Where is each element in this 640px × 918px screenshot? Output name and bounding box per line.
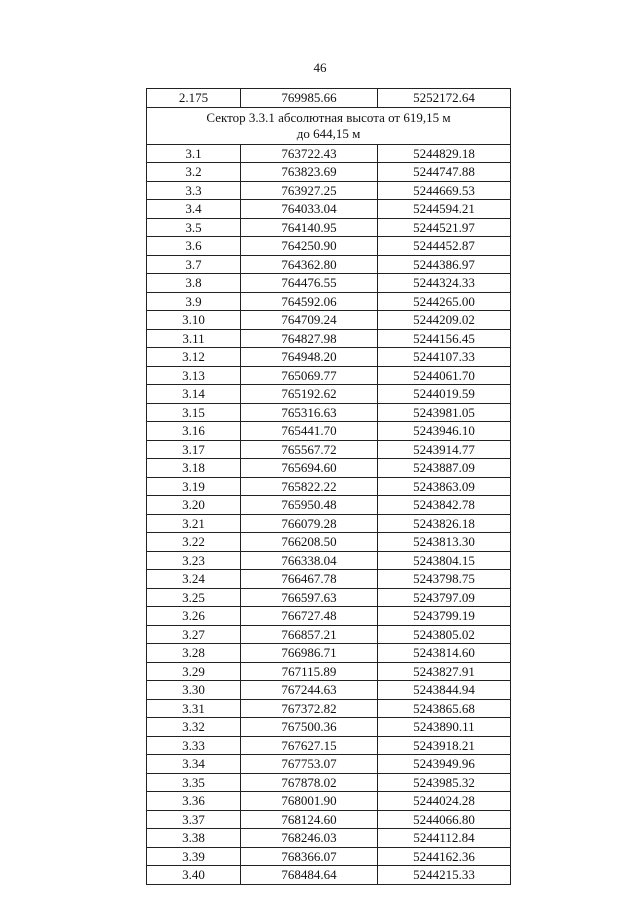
x-coordinate-cell: 767753.07 xyxy=(241,755,378,774)
table-row xyxy=(147,292,511,311)
table-row xyxy=(147,459,511,478)
point-number-cell: 3.17 xyxy=(147,440,241,459)
x-coordinate-cell: 764709.24 xyxy=(241,311,378,330)
point-number-cell: 3.12 xyxy=(147,348,241,367)
table-row xyxy=(147,477,511,496)
y-coordinate-cell: 5244061.70 xyxy=(378,366,511,385)
x-coordinate-cell: 765192.62 xyxy=(241,385,378,404)
table-row xyxy=(147,551,511,570)
table-row xyxy=(147,773,511,792)
point-number-cell: 3.28 xyxy=(147,644,241,663)
point-number-cell: 3.16 xyxy=(147,422,241,441)
y-coordinate-cell: 5244747.88 xyxy=(378,163,511,182)
x-coordinate-cell: 766857.21 xyxy=(241,625,378,644)
y-coordinate-cell: 5244162.36 xyxy=(378,847,511,866)
x-coordinate-cell: 766467.78 xyxy=(241,570,378,589)
point-number-cell: 3.8 xyxy=(147,274,241,293)
point-number-cell: 3.13 xyxy=(147,366,241,385)
table-row xyxy=(147,496,511,515)
point-number-cell: 3.2 xyxy=(147,163,241,182)
y-coordinate-cell: 5244324.33 xyxy=(378,274,511,293)
table-row xyxy=(147,625,511,644)
x-coordinate-cell: 765694.60 xyxy=(241,459,378,478)
y-coordinate-cell: 5244019.59 xyxy=(378,385,511,404)
x-coordinate-cell: 766079.28 xyxy=(241,514,378,533)
y-coordinate-cell: 5243946.10 xyxy=(378,422,511,441)
table-row xyxy=(147,218,511,237)
x-coordinate-cell: 768001.90 xyxy=(241,792,378,811)
x-coordinate-cell: 763823.69 xyxy=(241,163,378,182)
point-number-cell: 3.25 xyxy=(147,588,241,607)
x-coordinate-cell: 765316.63 xyxy=(241,403,378,422)
table-row xyxy=(147,329,511,348)
point-number-cell: 3.5 xyxy=(147,218,241,237)
y-coordinate-cell: 5243985.32 xyxy=(378,773,511,792)
x-coordinate-cell: 765069.77 xyxy=(241,366,378,385)
x-coordinate-cell: 766597.63 xyxy=(241,588,378,607)
table-row xyxy=(147,810,511,829)
point-number-cell: 3.22 xyxy=(147,533,241,552)
y-coordinate-cell: 5244209.02 xyxy=(378,311,511,330)
table-row xyxy=(147,89,511,108)
point-number-cell: 3.9 xyxy=(147,292,241,311)
x-coordinate-cell: 764250.90 xyxy=(241,237,378,256)
x-coordinate-cell: 766986.71 xyxy=(241,644,378,663)
y-coordinate-cell: 5244066.80 xyxy=(378,810,511,829)
table-row xyxy=(147,847,511,866)
point-number-cell: 3.34 xyxy=(147,755,241,774)
y-coordinate-cell: 5243804.15 xyxy=(378,551,511,570)
y-coordinate-cell: 5244594.21 xyxy=(378,200,511,219)
point-number-cell: 3.37 xyxy=(147,810,241,829)
point-number-cell: 3.33 xyxy=(147,736,241,755)
point-number-cell: 3.1 xyxy=(147,144,241,163)
table-row xyxy=(147,681,511,700)
point-number-cell: 3.24 xyxy=(147,570,241,589)
x-coordinate-cell: 767372.82 xyxy=(241,699,378,718)
point-number-cell: 2.175 xyxy=(147,89,241,108)
table-row xyxy=(147,662,511,681)
y-coordinate-cell: 5243918.21 xyxy=(378,736,511,755)
y-coordinate-cell: 5243814.60 xyxy=(378,644,511,663)
point-number-cell: 3.23 xyxy=(147,551,241,570)
y-coordinate-cell: 5244107.33 xyxy=(378,348,511,367)
y-coordinate-cell: 5243805.02 xyxy=(378,625,511,644)
point-number-cell: 3.18 xyxy=(147,459,241,478)
table-row xyxy=(147,533,511,552)
table-row xyxy=(147,440,511,459)
table-row xyxy=(147,144,511,163)
page-number: 46 xyxy=(313,60,327,75)
point-number-cell: 3.11 xyxy=(147,329,241,348)
x-coordinate-cell: 764827.98 xyxy=(241,329,378,348)
x-coordinate-cell: 765822.22 xyxy=(241,477,378,496)
x-coordinate-cell: 766208.50 xyxy=(241,533,378,552)
table-row xyxy=(147,311,511,330)
x-coordinate-cell: 764476.55 xyxy=(241,274,378,293)
x-coordinate-cell: 767878.02 xyxy=(241,773,378,792)
y-coordinate-cell: 5244521.97 xyxy=(378,218,511,237)
sector-title-line-2: до 644,15 м xyxy=(296,125,361,141)
x-coordinate-cell: 767627.15 xyxy=(241,736,378,755)
x-coordinate-cell: 767500.36 xyxy=(241,718,378,737)
x-coordinate-cell: 768484.64 xyxy=(241,866,378,885)
table-row xyxy=(147,255,511,274)
point-number-cell: 3.29 xyxy=(147,662,241,681)
table-row xyxy=(147,200,511,219)
point-number-cell: 3.20 xyxy=(147,496,241,515)
point-number-cell: 3.3 xyxy=(147,181,241,200)
point-number-cell: 3.30 xyxy=(147,681,241,700)
x-coordinate-cell: 763927.25 xyxy=(241,181,378,200)
y-coordinate-cell: 5244452.87 xyxy=(378,237,511,256)
table-row xyxy=(147,866,511,885)
y-coordinate-cell: 5244386.97 xyxy=(378,255,511,274)
table-row xyxy=(147,385,511,404)
sector-header-cell xyxy=(147,107,511,144)
y-coordinate-cell: 5243827.91 xyxy=(378,662,511,681)
y-coordinate-cell: 5243844.94 xyxy=(378,681,511,700)
table-row xyxy=(147,607,511,626)
point-number-cell: 3.7 xyxy=(147,255,241,274)
x-coordinate-cell: 769985.66 xyxy=(241,89,378,108)
point-number-cell: 3.39 xyxy=(147,847,241,866)
x-coordinate-cell: 768246.03 xyxy=(241,829,378,848)
x-coordinate-cell: 768124.60 xyxy=(241,810,378,829)
y-coordinate-cell: 5244024.28 xyxy=(378,792,511,811)
y-coordinate-cell: 5243797.09 xyxy=(378,588,511,607)
point-number-cell: 3.10 xyxy=(147,311,241,330)
point-number-cell: 3.27 xyxy=(147,625,241,644)
x-coordinate-cell: 766727.48 xyxy=(241,607,378,626)
point-number-cell: 3.38 xyxy=(147,829,241,848)
x-coordinate-cell: 764592.06 xyxy=(241,292,378,311)
point-number-cell: 3.36 xyxy=(147,792,241,811)
x-coordinate-cell: 764140.95 xyxy=(241,218,378,237)
y-coordinate-cell: 5244829.18 xyxy=(378,144,511,163)
table-row xyxy=(147,718,511,737)
sector-header-row xyxy=(147,107,511,144)
y-coordinate-cell: 5244156.45 xyxy=(378,329,511,348)
point-number-cell: 3.6 xyxy=(147,237,241,256)
y-coordinate-cell: 5243842.78 xyxy=(378,496,511,515)
table-row xyxy=(147,237,511,256)
table-row xyxy=(147,699,511,718)
point-number-cell: 3.21 xyxy=(147,514,241,533)
x-coordinate-cell: 764033.04 xyxy=(241,200,378,219)
y-coordinate-cell: 5243826.18 xyxy=(378,514,511,533)
x-coordinate-cell: 765950.48 xyxy=(241,496,378,515)
point-number-cell: 3.32 xyxy=(147,718,241,737)
point-number-cell: 3.4 xyxy=(147,200,241,219)
x-coordinate-cell: 763722.43 xyxy=(241,144,378,163)
point-number-cell: 3.26 xyxy=(147,607,241,626)
table-row xyxy=(147,163,511,182)
table-row xyxy=(147,755,511,774)
y-coordinate-cell: 5243865.68 xyxy=(378,699,511,718)
coordinates-table-body xyxy=(147,89,511,885)
point-number-cell: 3.31 xyxy=(147,699,241,718)
point-number-cell: 3.15 xyxy=(147,403,241,422)
point-number-cell: 3.19 xyxy=(147,477,241,496)
y-coordinate-cell: 5243863.09 xyxy=(378,477,511,496)
y-coordinate-cell: 5243887.09 xyxy=(378,459,511,478)
x-coordinate-cell: 767115.89 xyxy=(241,662,378,681)
table-row xyxy=(147,422,511,441)
y-coordinate-cell: 5244112.84 xyxy=(378,829,511,848)
x-coordinate-cell: 765567.72 xyxy=(241,440,378,459)
y-coordinate-cell: 5243799.19 xyxy=(378,607,511,626)
y-coordinate-cell: 5243914.77 xyxy=(378,440,511,459)
y-coordinate-cell: 5243813.30 xyxy=(378,533,511,552)
x-coordinate-cell: 764948.20 xyxy=(241,348,378,367)
table-row xyxy=(147,829,511,848)
table-row xyxy=(147,403,511,422)
x-coordinate-cell: 767244.63 xyxy=(241,681,378,700)
coordinates-table xyxy=(146,88,511,885)
table-row xyxy=(147,588,511,607)
table-row xyxy=(147,366,511,385)
table-row xyxy=(147,792,511,811)
y-coordinate-cell: 5243890.11 xyxy=(378,718,511,737)
table-row xyxy=(147,348,511,367)
point-number-cell: 3.35 xyxy=(147,773,241,792)
table-row xyxy=(147,514,511,533)
point-number-cell: 3.14 xyxy=(147,385,241,404)
y-coordinate-cell: 5243949.96 xyxy=(378,755,511,774)
x-coordinate-cell: 766338.04 xyxy=(241,551,378,570)
table-row xyxy=(147,181,511,200)
x-coordinate-cell: 768366.07 xyxy=(241,847,378,866)
table-row xyxy=(147,570,511,589)
y-coordinate-cell: 5244215.33 xyxy=(378,866,511,885)
y-coordinate-cell: 5244669.53 xyxy=(378,181,511,200)
y-coordinate-cell: 5243981.05 xyxy=(378,403,511,422)
point-number-cell: 3.40 xyxy=(147,866,241,885)
table-row xyxy=(147,644,511,663)
y-coordinate-cell: 5243798.75 xyxy=(378,570,511,589)
table-row xyxy=(147,736,511,755)
x-coordinate-cell: 765441.70 xyxy=(241,422,378,441)
sector-title-line-1: Сектор 3.3.1 абсолютная высота от 619,15 м xyxy=(206,109,451,125)
y-coordinate-cell: 5244265.00 xyxy=(378,292,511,311)
table-row xyxy=(147,274,511,293)
x-coordinate-cell: 764362.80 xyxy=(241,255,378,274)
y-coordinate-cell: 5252172.64 xyxy=(378,89,511,108)
